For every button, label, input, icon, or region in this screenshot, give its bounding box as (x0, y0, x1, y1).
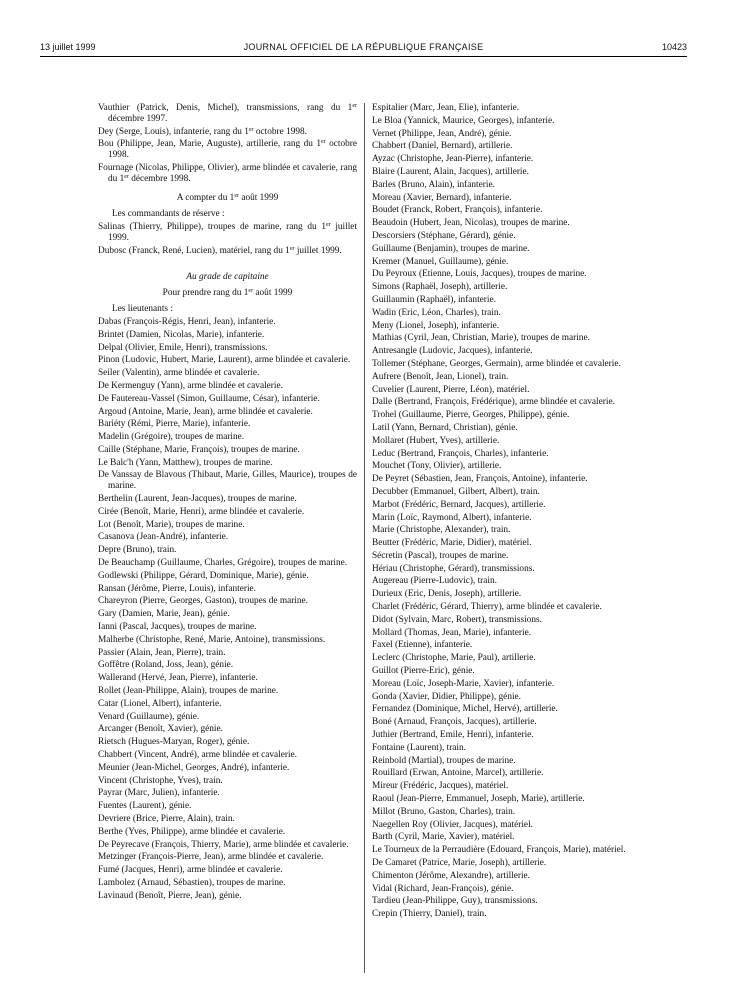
list-item: De Camaret (Patrice, Marie, Joseph), artillerie. (372, 858, 547, 869)
list-item: Mathias (Cyril, Jean, Christian, Marie), troupes de marine. (372, 333, 590, 344)
list-item: Lot (Benoît, Marie), troupes de marine. (98, 519, 245, 530)
list-item: Latil (Yann, Bernard, Christian), génie. (372, 422, 518, 433)
list-item: Cirée (Benoît, Marie, Henri), arme blindée et cavalerie. (98, 506, 305, 517)
list-item: Fontaine (Laurent), train. (372, 742, 466, 753)
right-column (372, 103, 635, 922)
page-number: 10423 (661, 42, 687, 52)
list-item: De Kermenguy (Yann), arme blindée et cavalerie. (98, 380, 283, 391)
list-item: Guillaumin (Raphaël), infanterie. (372, 294, 496, 305)
list-item: Faxel (Etienne), infanterie. (372, 640, 473, 651)
list-item: Metzinger (François-Pierre, Jean), arme blindée et cavalerie. (98, 852, 324, 863)
list-item: Naegellen Roy (Olivier, Jacques), matériel. (372, 819, 533, 830)
list-item: Mireur (Frédéric, Jacques), matériel. (372, 781, 509, 792)
list-item: Malherbe (Christophe, René, Marie, Antoine), transmissions. (98, 634, 326, 645)
list-item: Leclerc (Christophe, Marie, Paul), artillerie. (372, 653, 536, 664)
list-item: Passier (Alain, Jean, Pierre), train. (98, 647, 226, 658)
list-item: Vidal (Richard, Jean-François), génie. (372, 883, 514, 894)
list-item: Boné (Arnaud, François, Jacques), artillerie. (372, 717, 537, 728)
list-item: Fernandez (Dominique, Michel, Hervé), artillerie. (372, 704, 558, 715)
list-item: Crepin (Thierry, Daniel), train. (372, 909, 487, 920)
list-item: Leduc (Bertrand, François, Charles), infanterie. (372, 448, 549, 459)
list-item: Arcanger (Benoît, Xavier), génie. (98, 724, 223, 735)
list-item: Le Bloa (Yannick, Maurice, Georges), infanterie. (372, 115, 555, 126)
list-item: Berthelin (Laurent, Jean-Jacques), troupes de marine. (98, 493, 297, 504)
list-item: Dabas (François-Régis, Henri, Jean), infanterie. (98, 316, 276, 327)
list-item: Godlewski (Philippe, Gérard, Dominique, Marie), génie. (98, 570, 309, 581)
column-divider (364, 103, 365, 973)
list-item: Charlet (Frédéric, Gérard, Thierry), arme blindée et cavalerie. (372, 602, 602, 613)
list-item: Brintet (Damien, Nicolas, Marie), infanterie. (98, 329, 265, 340)
section-heading: Au grade de capitaine (186, 272, 269, 283)
list-item: Chabbert (Vincent, André), arme blindée et cavalerie. (98, 749, 297, 760)
list-item: Goffêtre (Roland, Joss, Jean), génie. (98, 660, 234, 671)
list-item: De Beauchamp (Guillaume, Charles, Grégoire), troupes de marine. (98, 557, 348, 568)
list-item: Depre (Bruno), train. (98, 545, 177, 556)
list-item: Fuentes (Laurent), génie. (98, 801, 192, 812)
list-item: Pinon (Ludovic, Hubert, Marie, Laurent), arme blindée et cavalerie. (98, 355, 351, 366)
list-item: Lavinaud (Benoît, Pierre, Jean), génie. (98, 890, 242, 901)
list-item: Vernet (Philippe, Jean, André), génie. (372, 128, 512, 139)
list-item: Payrar (Marc, Julien), infanterie. (98, 788, 220, 799)
list-item: Caille (Stéphane, Marie, François), troupes de marine. (98, 444, 300, 455)
journal-title: JOURNAL OFFICIEL DE LA RÉPUBLIQUE FRANÇAISE (243, 42, 484, 52)
list-item: Wadin (Eric, Léon, Charles), train. (372, 307, 501, 318)
list-item: Fournage (Nicolas, Philippe, Olivier), arme blindée et cavalerie, rang du 1er décembre 1998. (98, 162, 357, 184)
list-item: Vauthier (Patrick, Denis, Michel), transmissions, rang du 1er décembre 1997. (98, 103, 357, 124)
list-item: De Peyret (Sébastien, Jean, François, Antoine), infanterie. (372, 474, 588, 485)
issue-date: 13 juillet 1999 (40, 42, 96, 52)
list-item: Madelin (Grégoire), troupes de marine. (98, 432, 245, 443)
list-item: Meunier (Jean-Michel, Georges, André), infanterie. (98, 762, 290, 773)
list-item: Beaudoin (Hubert, Jean, Nicolas), troupes de marine. (372, 218, 570, 229)
list-item: Decubber (Emmanuel, Gilbert, Albert), train. (372, 486, 540, 497)
list-item: Le Tourneux de la Perraudière (Edouard, François, Marie), matériel. (372, 845, 626, 856)
list-item: Rietsch (Hugues-Maryan, Roger), génie. (98, 737, 250, 748)
list-item: Aufrere (Benoît, Jean, Lionel), train. (372, 371, 509, 382)
list-item: Le Balc'h (Yann, Matthew), troupes de marine. (98, 457, 273, 468)
list-item: Fumé (Jacques, Henri), arme blindée et cavalerie. (98, 865, 283, 876)
list-item: Mouchet (Tony, Olivier), artillerie. (372, 461, 502, 472)
list-item: Ayzac (Christophe, Jean-Pierre), infanterie. (372, 154, 534, 165)
list-item: Mollard (Thomas, Jean, Marie), infanterie. (372, 627, 532, 638)
list-item: Marin (Loïc, Raymond, Albert), infanterie. (372, 512, 532, 523)
list-item: Beutter (Frédéric, Marie, Didier), matériel. (372, 538, 532, 549)
list-item: Gonda (Xavier, Didier, Philippe), génie. (372, 691, 521, 702)
list-item: Blaire (Laurent, Alain, Jacques), artillerie. (372, 166, 529, 177)
list-item: Espitalier (Marc, Jean, Elie), infanterie. (372, 103, 520, 113)
list-item: Raoul (Jean-Pierre, Emmanuel, Joseph, Marie), artillerie. (372, 794, 585, 805)
list-item: Dalle (Bertrand, François, Frédérique), arme blindée et cavalerie. (372, 397, 615, 408)
list-item: Boudet (Franck, Robert, François), infanterie. (372, 205, 543, 216)
header-rule (40, 56, 687, 57)
list-item: Moreau (Xavier, Bernard), infanterie. (372, 192, 512, 203)
group-label: Les commandants de réserve : (112, 208, 225, 219)
list-item: Catar (Lionel, Albert), infanterie. (98, 698, 222, 709)
list-item: Chimenton (Jérôme, Alexandre), artillerie. (372, 870, 530, 881)
list-item: Durieux (Eric, Denis, Joseph), artillerie. (372, 589, 522, 600)
list-item: Simons (Raphaël, Joseph), artillerie. (372, 282, 508, 293)
list-item: Chabbert (Daniel, Bernard), artillerie. (372, 141, 513, 152)
list-item: De Vanssay de Blavous (Thibaut, Marie, Gilles, Maurice), troupes de marine. (98, 470, 357, 492)
list-item: Antresangle (Ludovic, Jacques), infanterie. (372, 346, 533, 357)
list-item: Seiler (Valentin), arme blindée et cavalerie. (98, 368, 260, 379)
list-item: De Peyrecave (François, Thierry, Marie), arme blindée et cavalerie. (98, 839, 349, 850)
list-item: Lambolez (Arnaud, Sébastien), troupes de marine. (98, 877, 286, 888)
list-item: Rollet (Jean-Philippe, Alain), troupes de marine. (98, 685, 279, 696)
group-label: Les lieutenants : (112, 303, 173, 314)
list-item: Bou (Philippe, Jean, Marie, Auguste), artillerie, rang du 1er octobre 1998. (98, 139, 358, 160)
list-item: Marbot (Frédéric, Bernard, Jacques), artillerie. (372, 499, 546, 510)
list-item: Dey (Serge, Louis), infanterie, rang du 1er octobre 1998. (98, 126, 307, 137)
list-item: Reinbold (Martial), troupes de marine. (372, 755, 516, 766)
list-item: Kremer (Manuel, Guillaume), génie. (372, 256, 509, 267)
section-subheading: A compter du 1er août 1999 (176, 193, 279, 204)
list-item: Devriere (Brice, Pierre, Alain), train. (98, 813, 235, 824)
list-item: Venard (Guillaume), génie. (98, 711, 200, 722)
list-item: Moreau (Loïc, Joseph-Marie, Xavier), infanterie. (372, 678, 555, 689)
list-item: Millot (Bruno, Gaston, Charles), train. (372, 806, 516, 817)
section-subheading: Pour prendre rang du 1er août 1999 (162, 288, 293, 299)
list-item: Trohel (Guillaume, Pierre, Georges, Philippe), génie. (372, 410, 570, 421)
list-item: Salinas (Thierry, Philippe), troupes de marine, rang du 1er juillet 1999. (98, 222, 358, 243)
list-item: Chareyron (Pierre, Georges, Gaston), troupes de marine. (98, 596, 308, 607)
list-item: Barth (Cyril, Marie, Xavier), matériel. (372, 832, 515, 843)
list-item: Cuvelier (Laurent, Pierre, Léon), matériel. (372, 384, 530, 395)
left-column (98, 103, 357, 903)
list-item: Argoud (Antoine, Marie, Jean), arme blindée et cavalerie. (98, 406, 313, 417)
list-item: Barles (Bruno, Alain), infanterie. (372, 179, 495, 190)
list-item: Ransan (Jérôme, Pierre, Louis), infanterie. (98, 583, 256, 594)
list-item: Wallerand (Hervé, Jean, Pierre), infanterie. (98, 673, 258, 684)
list-item: Delpal (Olivier, Emile, Henri), transmissions. (98, 342, 268, 353)
list-item: Marie (Christophe, Alexander), train. (372, 525, 511, 536)
list-item: Guillot (Pierre-Eric), génie. (372, 666, 475, 677)
list-item: Vincent (Christophe, Yves), train. (98, 775, 223, 786)
list-item: Didot (Sylvain, Marc, Robert), transmissions. (372, 614, 542, 625)
list-item: Dubosc (Franck, René, Lucien), matériel, rang du 1er juillet 1999. (98, 245, 342, 256)
list-item: Gary (Damien, Marie, Jean), génie. (98, 609, 230, 620)
page-header (40, 42, 687, 60)
list-item: Du Peyroux (Etienne, Louis, Jacques), troupes de marine. (372, 269, 587, 280)
list-item: Sécretin (Pascal), troupes de marine. (372, 550, 509, 561)
list-item: Descorsiers (Stéphane, Gérard), génie. (372, 230, 516, 241)
list-item: Casanova (Jean-André), infanterie. (98, 532, 229, 543)
list-item: Bariéty (Rémi, Pierre, Marie), infanterie. (98, 419, 251, 430)
list-item: Meny (Lionel, Joseph), infanterie. (372, 320, 500, 331)
list-item: Guillaume (Benjamin), troupes de marine. (372, 243, 530, 254)
list-item: Rouillard (Erwan, Antoine, Marcel), artillerie. (372, 768, 544, 779)
list-item: Tollemer (Stéphane, Georges, Germain), arme blindée et cavalerie. (372, 358, 621, 369)
list-item: Berthe (Yves, Philippe), arme blindée et cavalerie. (98, 826, 286, 837)
list-item: Mollaret (Hubert, Yves), artillerie. (372, 435, 500, 446)
list-item: Tardieu (Jean-Philippe, Guy), transmissions. (372, 896, 538, 907)
list-item: Ianni (Pascal, Jacques), troupes de marine. (98, 621, 257, 632)
list-item: Juthier (Bertrand, Emile, Henri), infanterie. (372, 730, 534, 741)
list-item: Augereau (Pierre-Ludovic), train. (372, 576, 497, 587)
list-item: Hériau (Christophe, Gérard), transmissions. (372, 563, 535, 574)
list-item: De Fautereau-Vassel (Simon, Guillaume, César), infanterie. (98, 393, 320, 404)
